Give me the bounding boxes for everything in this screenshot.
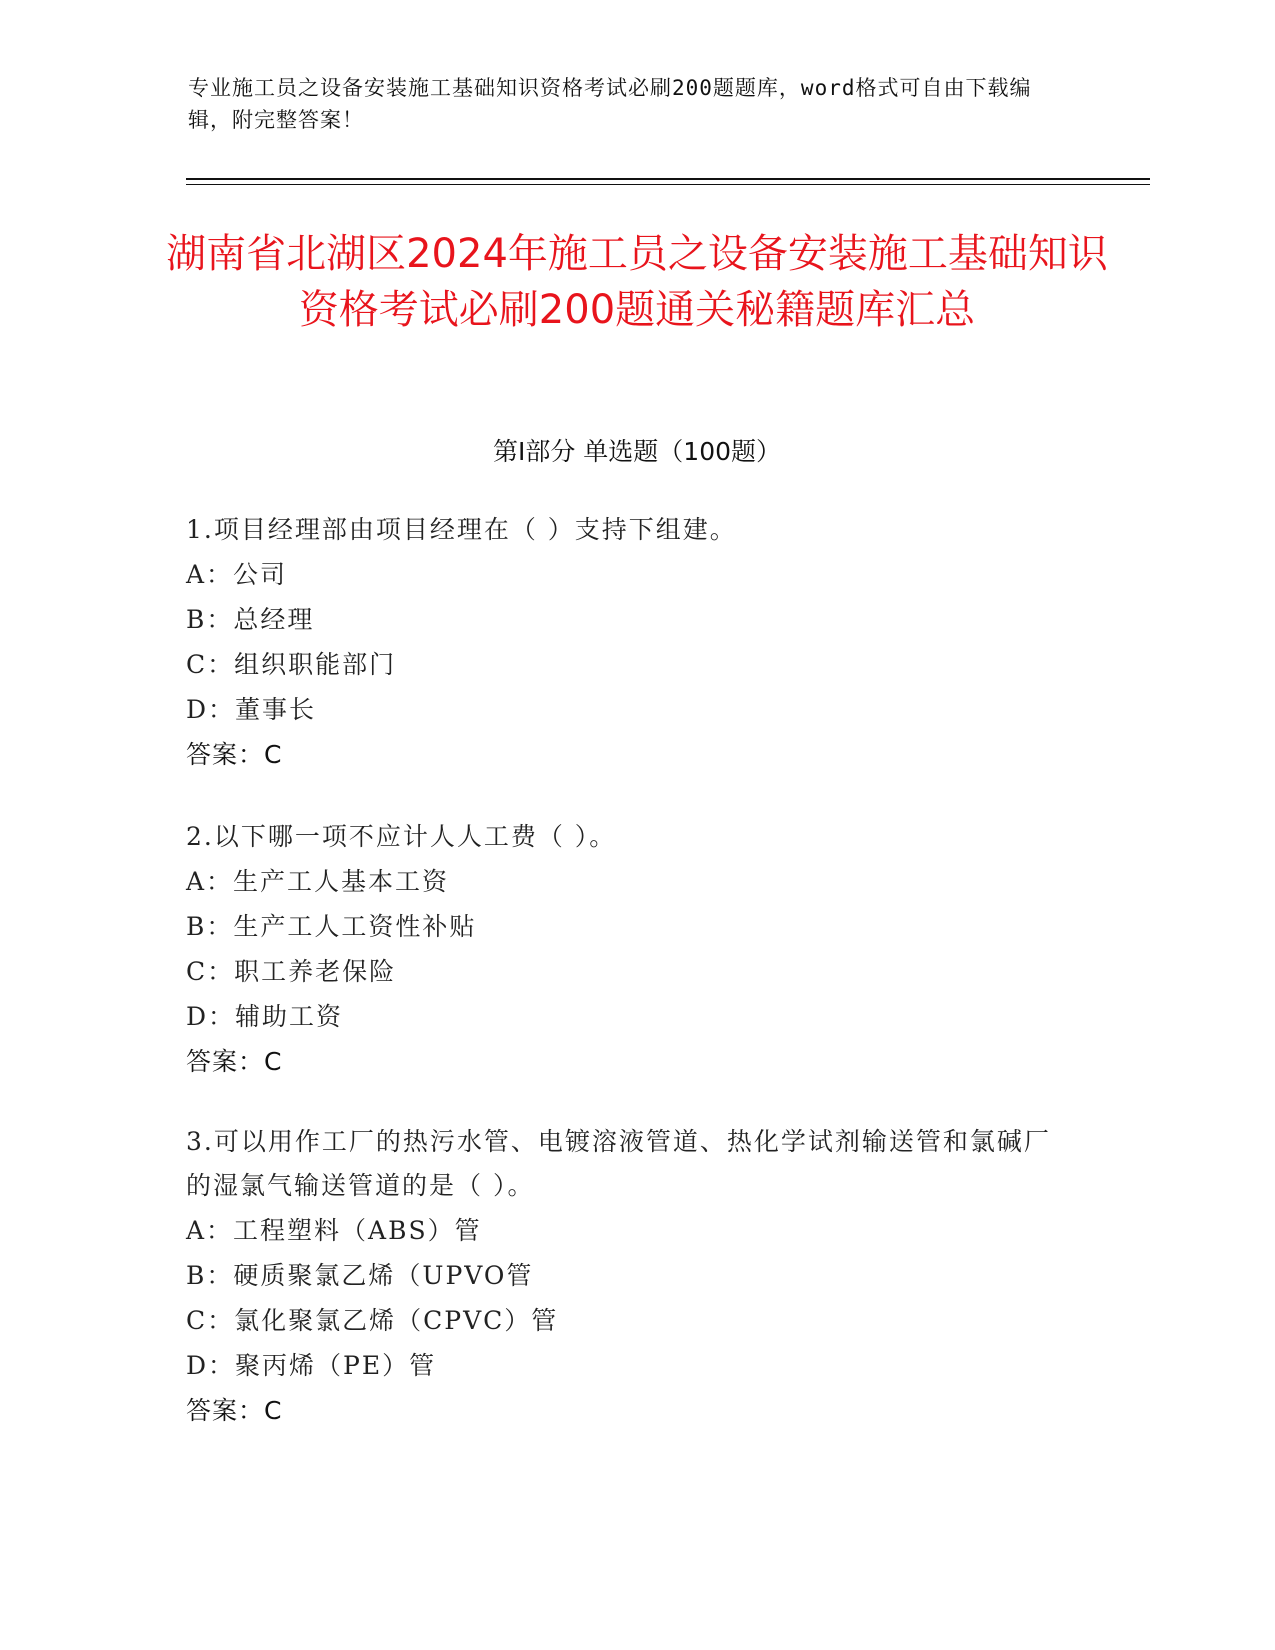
header-divider-thin (186, 184, 1150, 185)
answer-line: 答案：C (186, 740, 283, 769)
document-title: 湖南省北湖区2024年施工员之设备安装施工基础知识资格考试必刷200题通关秘籍题库汇总 (166, 231, 1108, 333)
question-stem: 2.以下哪一项不应计人人工费（ ）。 (186, 822, 617, 851)
question-stem: 1.项目经理部由项目经理在（ ）支持下组建。 (186, 515, 737, 544)
answer-line: 答案：C (186, 1047, 283, 1076)
header-divider-thick (186, 178, 1150, 180)
answer-line: 答案：C (186, 1396, 283, 1425)
question-1 (186, 508, 1066, 777)
option-d: D：董事长 (186, 695, 317, 724)
option-a: A：公司 (186, 560, 288, 589)
option-c: C：职工养老保险 (186, 957, 397, 986)
question-3 (186, 1120, 1066, 1433)
header-note: 专业施工员之设备安装施工基础知识资格考试必刷200题题库，word格式可自由下载编辑，附完整答案！ (188, 76, 1032, 132)
option-c: C：组织职能部门 (186, 650, 397, 679)
option-b: B：生产工人工资性补贴 (186, 912, 477, 941)
option-d: D：辅助工资 (186, 1002, 344, 1031)
option-b: B：硬质聚氯乙烯（UPVO管 (186, 1261, 534, 1290)
option-d: D：聚丙烯（PE）管 (186, 1351, 437, 1380)
option-a: A：生产工人基本工资 (186, 867, 450, 896)
section-heading: 第I部分 单选题（100题） (492, 437, 782, 466)
option-a: A：工程塑料（ABS）管 (186, 1216, 482, 1245)
question-2 (186, 815, 1066, 1084)
question-stem: 3.可以用作工厂的热污水管、电镀溶液管道、热化学试剂输送管和氯碱厂的湿氯气输送管道的是（ ）。 (186, 1127, 1051, 1200)
option-c: C：氯化聚氯乙烯（CPVC）管 (186, 1306, 559, 1335)
option-b: B：总经理 (186, 605, 315, 634)
